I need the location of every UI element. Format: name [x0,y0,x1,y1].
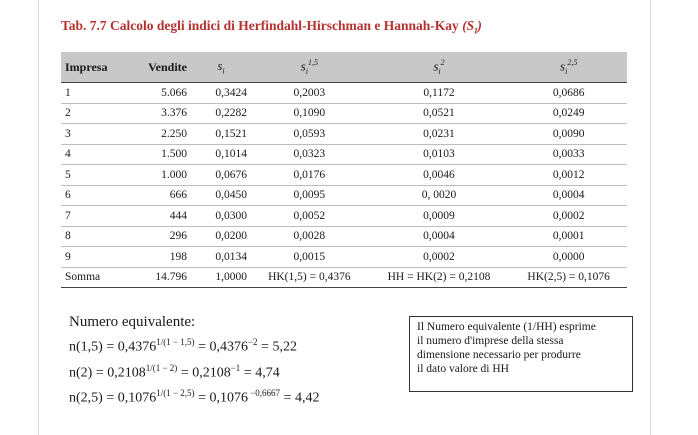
sum-hk-2-5: HK(2,5) = 0,1076 [510,267,627,288]
cell-impresa: 6 [61,185,125,206]
formula-n-2-5: $n(2,5) = 0,1076^{1/(1 - 2,5)} = 0,1076$ $^{-0,6667}$ = 4,42 [69,388,320,406]
cell-si-2: 0,0009 [368,206,511,227]
header-impresa: Impresa [61,52,125,83]
cell-si: 0,0200 [191,226,251,247]
cell-si-1-5: 0,0095 [251,185,368,206]
cell-si: 0,0676 [191,165,251,186]
cell-si-1-5: 0,0176 [251,165,368,186]
table-row [61,83,627,104]
header-vendite: Vendite [125,52,191,83]
header-si-1-5: $s_i^{1,5}$ [251,52,368,83]
sum-vendite: 14.796 [125,267,191,288]
table-row [61,185,627,206]
cell-si-2: 0,0002 [368,247,511,268]
cell-si-2-5: 0,0686 [510,83,627,104]
cell-si-2: 0,1172 [368,83,511,104]
cell-si-1-5: 0,2003 [251,83,368,104]
cell-impresa: 2 [61,103,125,124]
cell-si-2: 0,0004 [368,226,511,247]
cell-si-1-5: 0,1090 [251,103,368,124]
cell-si: 0,3424 [191,83,251,104]
note-line: il numero d'imprese della stessa [417,335,564,347]
table-row [61,124,627,145]
header-si-2: $s_i^2$ [368,52,511,83]
cell-impresa: 4 [61,144,125,165]
sum-hh: HH = HK(2) = 0,2108 [368,267,511,288]
cell-vendite: 3.376 [125,103,191,124]
cell-si: 0,1521 [191,124,251,145]
cell-si-1-5: 0,0015 [251,247,368,268]
caption-symbol: $(S_I)$ [462,18,482,36]
table-row [61,247,627,268]
caption-text: Tab. 7.7 Calcolo degli indici di Herfindahl-Hirschman e Hannah-Kay [61,18,459,33]
cell-impresa: 5 [61,165,125,186]
cell-si-2-5: 0,0090 [510,124,627,145]
cell-si-2-5: 0,0000 [510,247,627,268]
formula-n-2: $n(2) = 0,2108^{1/(1 - 2)} = 0,2108^{-1} = 4,74$ [69,362,280,381]
cell-si-2-5: 0,0012 [510,165,627,186]
cell-si-1-5: 0,0052 [251,206,368,227]
cell-si-1-5: 0,0028 [251,226,368,247]
cell-si-2-5: 0,0004 [510,185,627,206]
cell-si-1-5: 0,0593 [251,124,368,145]
cell-si: 0,1014 [191,144,251,165]
cell-si-1-5: 0,0323 [251,144,368,165]
cell-impresa: 7 [61,206,125,227]
header-si: $s_i$ [191,52,251,83]
explanation-box [409,316,633,392]
table-caption [61,18,482,36]
sum-si: 1,0000 [191,267,251,288]
table-row [61,226,627,247]
cell-impresa: 9 [61,247,125,268]
cell-vendite: 5.066 [125,83,191,104]
table-row [61,165,627,186]
table-row [61,103,627,124]
cell-vendite: 198 [125,247,191,268]
note-line: dimensione necessario per produrre [417,349,581,361]
cell-si: 0,0450 [191,185,251,206]
sum-label: Somma [61,267,125,288]
cell-si-2-5: 0,0001 [510,226,627,247]
cell-impresa: 1 [61,83,125,104]
numero-equivalente-block [69,312,319,409]
cell-vendite: 666 [125,185,191,206]
sum-hk-1-5: HK(1,5) = 0,4376 [251,267,368,288]
cell-si: 0,0300 [191,206,251,227]
cell-si-2-5: 0,0033 [510,144,627,165]
cell-si-2: 0,0231 [368,124,511,145]
cell-si-2: 0,0046 [368,165,511,186]
cell-impresa: 8 [61,226,125,247]
hh-table [61,52,627,288]
note-line: il dato valore di HH [417,363,509,375]
cell-si-2-5: 0,0002 [510,206,627,227]
numero-equivalente-heading: Numero equivalente: [69,314,196,330]
formula-n-1-5: $n(1,5) = 0,4376^{1/(1 - 1,5)} = 0,4376^{-2} = 5,22$ [69,337,297,355]
note-line: Il Numero equivalente (1/HH) esprime [417,321,596,333]
cell-vendite: 2.250 [125,124,191,145]
cell-si-2: 0, 0020 [368,185,511,206]
cell-si-2: 0,0521 [368,103,511,124]
cell-vendite: 296 [125,226,191,247]
table-header-row [61,52,627,83]
cell-impresa: 3 [61,124,125,145]
table-sum-row [61,267,627,288]
header-si-2-5: $s_i^{2,5}$ [510,52,627,83]
cell-si: 0,0134 [191,247,251,268]
table-row [61,206,627,227]
cell-si: 0,2282 [191,103,251,124]
cell-si-2-5: 0,0249 [510,103,627,124]
cell-si-2: 0,0103 [368,144,511,165]
cell-vendite: 444 [125,206,191,227]
cell-vendite: 1.000 [125,165,191,186]
table-row [61,144,627,165]
cell-vendite: 1.500 [125,144,191,165]
